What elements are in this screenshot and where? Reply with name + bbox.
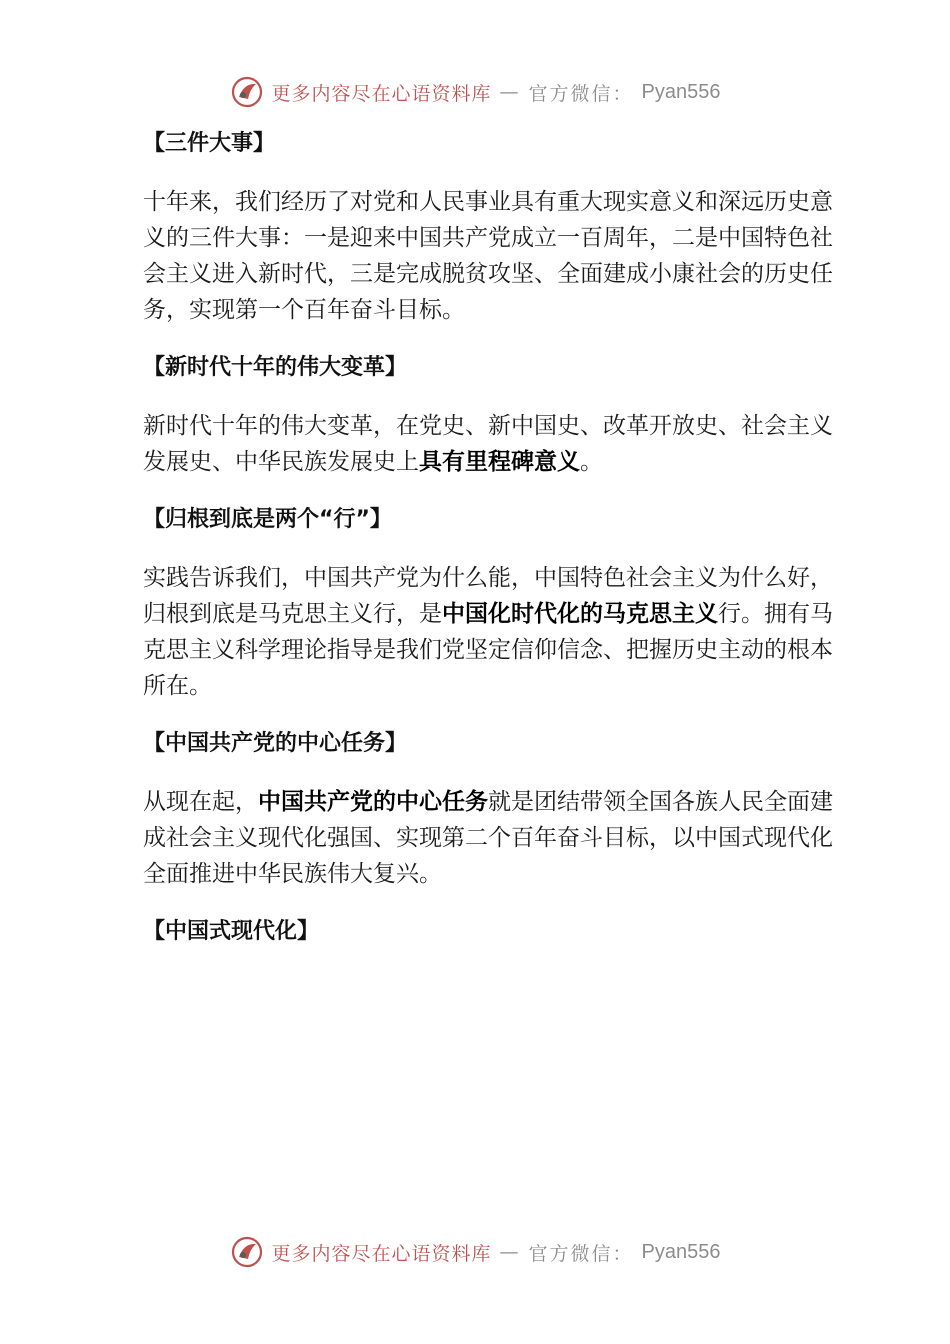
paragraph-text: 实践告诉我们，中国共产党为什么能，中国特色社会主义为什么好，归根到底是马克思主义行，是: [143, 565, 833, 627]
paragraph-text: 行。拥有马克思主义科学理论指导是我们党坚定信仰信念、把握历史主动的根本所在。: [143, 601, 833, 699]
section-heading: 【归根到底是两个“行”】: [143, 507, 392, 532]
document-body: [143, 126, 833, 972]
paragraph-text: 从现在起，: [143, 789, 258, 815]
watermark-id: Pyan556: [641, 80, 721, 103]
watermark-separator: —: [499, 81, 521, 103]
watermark-label: 官方微信：: [528, 82, 634, 105]
section-paragraph: [143, 560, 833, 704]
paragraph-text: 就是团结带领全国各族人民全面建成社会主义现代化强国、实现第二个百年奋斗目标，以中国式现代化全面推进中华民族伟大复兴。: [143, 789, 833, 887]
section-heading: 【中国式现代化】: [143, 919, 320, 944]
watermark-logo-icon: [230, 75, 264, 109]
watermark-separator: —: [499, 1241, 521, 1263]
section-heading: 【中国共产党的中心任务】: [143, 731, 408, 756]
section-paragraph: [143, 184, 833, 328]
paragraph-text: 新时代十年的伟大变革，在党史、新中国史、改革开放史、社会主义发展史、中华民族发展史上: [143, 413, 833, 475]
emphasis-text: 中国共产党的中心任务: [258, 789, 488, 815]
emphasis-text: 具有里程碑意义: [419, 449, 580, 475]
section-paragraph: [143, 408, 833, 480]
header-watermark: [0, 72, 950, 112]
watermark-label: 官方微信：: [528, 1242, 634, 1265]
footer-watermark: [0, 1232, 950, 1272]
emphasis-text: 中国化时代化的马克思主义: [442, 601, 718, 627]
section-heading: 【三件大事】: [143, 131, 276, 156]
paragraph-text: 。: [580, 449, 603, 475]
watermark-text: 更多内容尽在心语资料库: [271, 1242, 492, 1265]
watermark-id: Pyan556: [641, 1240, 721, 1263]
watermark-logo-icon: [230, 1235, 264, 1269]
watermark-text: 更多内容尽在心语资料库: [271, 82, 492, 105]
paragraph-text: 十年来，我们经历了对党和人民事业具有重大现实意义和深远历史意义的三件大事：一是迎来中国共产党成立一百周年，二是中国特色社会主义进入新时代，三是完成脱贫攻坚、全面建成小康社会的历史任务，实现第一个百年奋斗目标。: [143, 189, 833, 323]
section-heading: 【新时代十年的伟大变革】: [143, 355, 408, 380]
section-paragraph: [143, 784, 833, 892]
